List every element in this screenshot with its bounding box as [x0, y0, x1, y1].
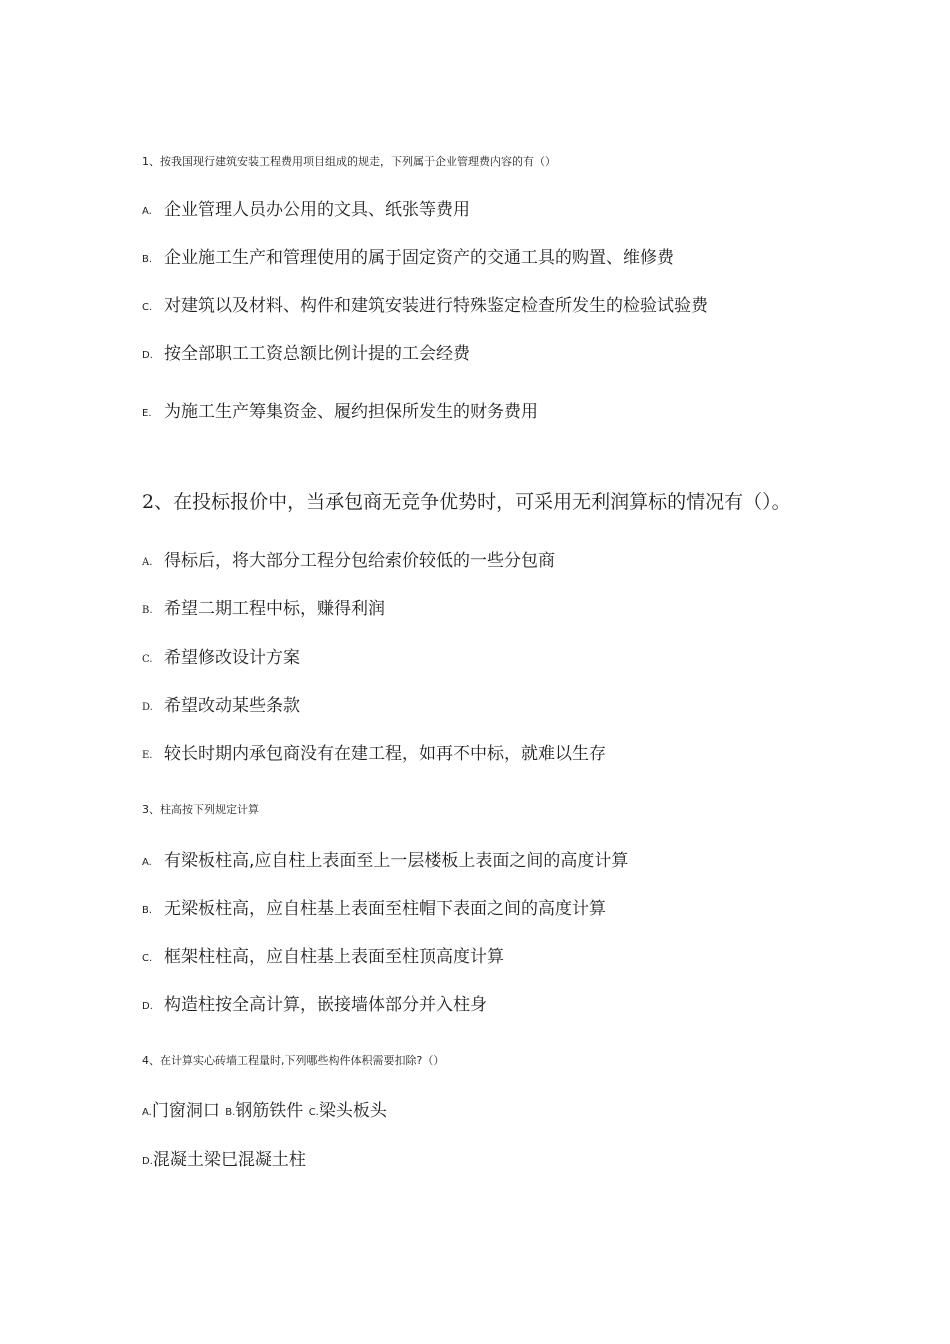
option-text: 企业管理人员办公用的文具、纸张等费用 [164, 200, 470, 220]
option-letter: A. [142, 557, 153, 568]
option-text: 希望改动某些条款 [164, 696, 300, 716]
q2-option-c[interactable] [142, 643, 300, 668]
q2-option-d[interactable] [142, 691, 300, 716]
q1-option-c[interactable] [142, 291, 708, 316]
option-text: 无梁板柱高，应自柱基上表面至柱帽下表面之间的高度计算 [164, 899, 606, 919]
q2-option-e[interactable] [142, 739, 606, 764]
q1-option-d[interactable] [142, 339, 470, 364]
option-letter: D. [142, 1156, 153, 1167]
option-letter: C. [142, 953, 153, 964]
option-text: 得标后，将大部分工程分包给索价较低的一些分包商 [164, 551, 555, 571]
option-text: 企业施工生产和管理使用的属于固定资产的交通工具的购置、维修费 [164, 248, 674, 268]
option-letter: D. [142, 1001, 153, 1012]
option-letter: C. [142, 302, 153, 313]
q4-option-d[interactable] [142, 1145, 306, 1170]
q3-option-b[interactable] [142, 894, 606, 919]
option-text: 为施工生产筹集资金、履约担保所发生的财务费用 [164, 402, 538, 422]
q1-option-b[interactable] [142, 243, 674, 268]
question-2-stem: 2、在投标报价中，当承包商无竞争优势时，可采用无利润算标的情况有（）。 [142, 491, 791, 513]
option-text: 希望二期工程中标，赚得利润 [164, 599, 385, 619]
option-letter: B. [225, 1107, 236, 1118]
q4-option-c[interactable] [309, 1101, 387, 1121]
q3-option-c[interactable] [142, 942, 504, 967]
option-letter: B. [142, 905, 153, 916]
q1-option-e[interactable] [142, 397, 538, 422]
option-letter: A. [142, 206, 152, 217]
option-text: 有梁板柱高,应自柱上表面至上一层楼板上表面之间的高度计算 [164, 851, 629, 871]
option-text: 对建筑以及材料、构件和建筑安装进行特殊鉴定检查所发生的检验试验费 [164, 296, 708, 316]
option-letter: B. [142, 254, 153, 265]
q3-option-d[interactable] [142, 990, 487, 1015]
option-text: 按全部职工工资总额比例计提的工会经费 [164, 344, 470, 364]
q4-option-b[interactable] [225, 1101, 303, 1121]
q4-option-a[interactable] [142, 1101, 220, 1121]
question-3-stem: 3、柱高按下列规定计算 [142, 803, 259, 816]
q1-option-a[interactable] [142, 195, 470, 220]
question-1-stem: 1、按我国现行建筑安装工程费用项目组成的规走，下列属于企业管理费内容的有（） [142, 155, 556, 168]
question-4-stem: 4、在计算实心砖墙工程量时,下列哪些构件体积需要扣除?（） [142, 1054, 445, 1067]
option-letter: C. [308, 1107, 319, 1118]
q2-option-a[interactable] [142, 546, 555, 571]
option-letter: D. [142, 702, 153, 713]
q4-options-line-1 [142, 1096, 387, 1121]
option-letter: E. [142, 408, 152, 419]
option-letter: A. [142, 857, 152, 868]
option-letter: E. [142, 750, 153, 761]
option-letter: A. [142, 1107, 152, 1118]
q2-option-b[interactable] [142, 594, 385, 619]
option-text: 梁头板头 [318, 1101, 387, 1121]
q3-option-a[interactable] [142, 846, 628, 871]
option-letter: B. [142, 605, 153, 616]
option-letter: D. [142, 350, 153, 361]
option-text: 门窗洞口 [151, 1101, 220, 1121]
option-text: 希望修改设计方案 [164, 648, 300, 668]
option-text: 混凝土梁巳混凝土柱 [152, 1150, 306, 1170]
option-text: 较长时期内承包商没有在建工程，如再不中标，就难以生存 [164, 744, 606, 764]
option-letter: C. [142, 654, 153, 665]
option-text: 构造柱按全高计算，嵌接墙体部分并入柱身 [164, 995, 487, 1015]
option-text: 钢筋铁件 [235, 1101, 304, 1121]
option-text: 框架柱柱高，应自柱基上表面至柱顶高度计算 [164, 947, 504, 967]
